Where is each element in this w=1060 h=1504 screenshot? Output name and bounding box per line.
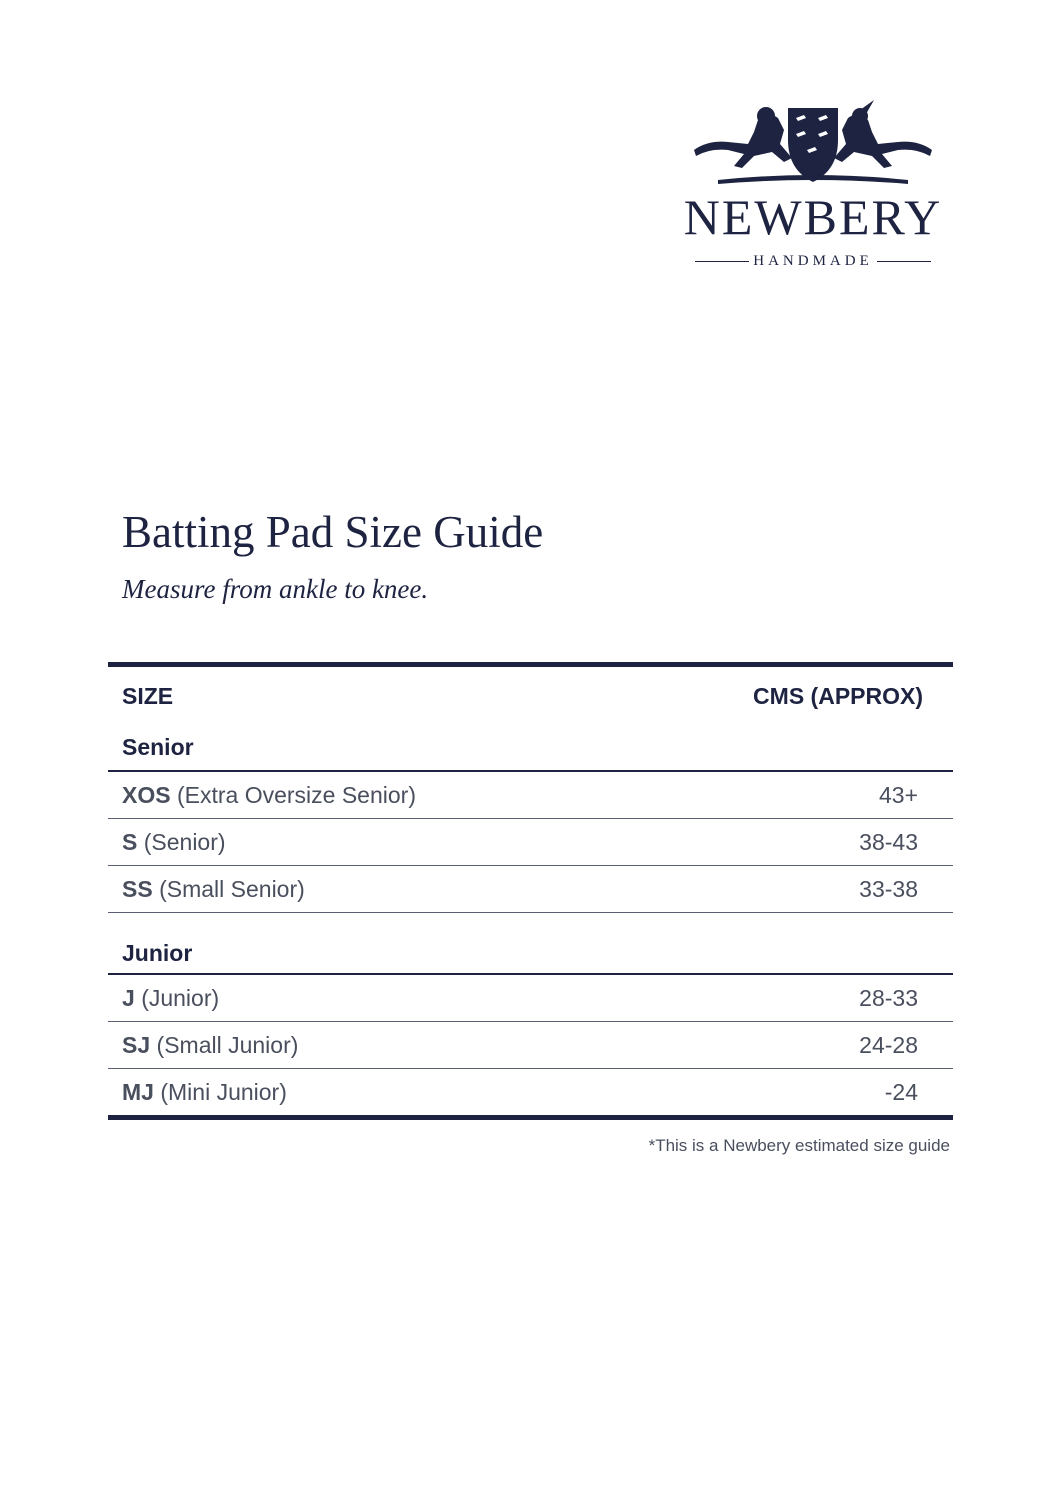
size-cell [122, 876, 305, 903]
cms-value: 38-43 [859, 828, 918, 855]
page-title: Batting Pad Size Guide [122, 507, 544, 557]
table-row [108, 1069, 953, 1115]
size-code: J [122, 984, 135, 1011]
table-row [108, 819, 953, 865]
divider [877, 261, 931, 262]
group-label-senior: Senior [122, 734, 194, 760]
col-header-cms: CMS (APPROX) [753, 682, 923, 709]
size-desc: (Small Junior) [156, 1031, 299, 1058]
table-row [108, 1022, 953, 1068]
table-header [108, 667, 953, 725]
brand-subtitle [668, 254, 958, 269]
brand-sub-text: HANDMADE [753, 253, 873, 269]
brand-name: NEWBERY [683, 189, 943, 245]
size-cell [122, 1079, 287, 1106]
size-cell [122, 985, 219, 1012]
table-row [108, 866, 953, 912]
size-code: SS [122, 875, 153, 902]
cms-value: -24 [884, 1078, 918, 1105]
cms-value: 43+ [878, 781, 918, 808]
divider [108, 1115, 953, 1120]
size-desc: (Mini Junior) [160, 1078, 287, 1105]
size-table [108, 662, 953, 1120]
crest-icon [688, 100, 938, 190]
table-row [108, 975, 953, 1021]
size-code: MJ [122, 1078, 154, 1105]
cms-value: 33-38 [859, 875, 918, 902]
size-code: SJ [122, 1031, 151, 1058]
size-desc: (Senior) [143, 828, 226, 855]
size-desc: (Extra Oversize Senior) [176, 781, 416, 808]
cms-value: 24-28 [859, 1031, 918, 1058]
size-desc: (Junior) [141, 984, 220, 1011]
cms-value: 28-33 [859, 984, 918, 1011]
col-header-size: SIZE [122, 682, 174, 709]
page-subtitle: Measure from ankle to knee. [122, 574, 429, 604]
divider [695, 261, 749, 262]
size-cell [122, 1032, 298, 1059]
size-cell [122, 782, 416, 809]
size-cell [122, 829, 226, 856]
table-row [108, 772, 953, 818]
size-code: XOS [122, 781, 171, 808]
size-code: S [122, 828, 138, 855]
size-desc: (Small Senior) [159, 875, 305, 902]
group-label-junior: Junior [122, 940, 193, 966]
footnote: *This is a Newbery estimated size guide [648, 1136, 950, 1155]
newbery-logo [668, 100, 958, 280]
